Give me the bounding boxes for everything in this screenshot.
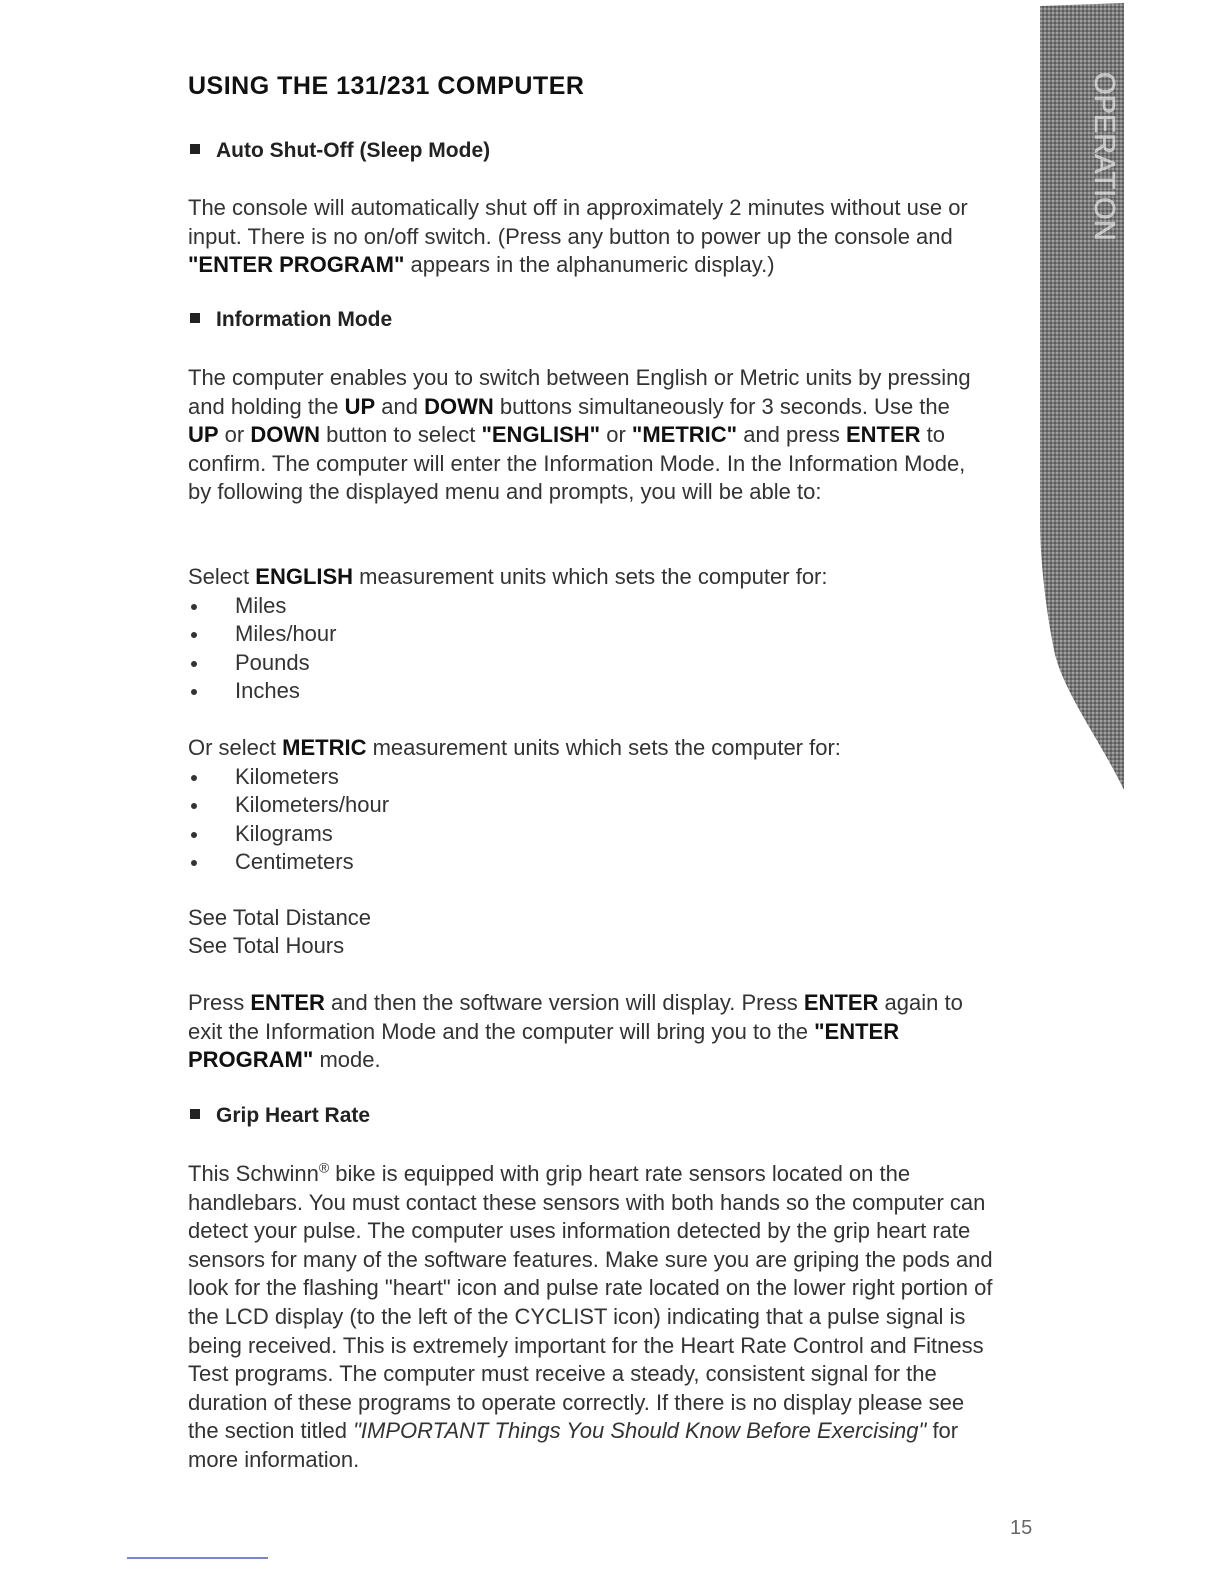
page-number: 15 (1010, 1517, 1033, 1539)
see-total-distance: See Total Distance (188, 905, 372, 930)
list-item: Kilograms (188, 820, 389, 848)
bullet-icon (191, 689, 197, 695)
auto-shutoff-paragraph: The console will automatically shut off in approximately 2 minutes without use or input. There is no on/off switch. (Press any button to power up the console and "ENTER PROGRAM" appears in the alphanumeric display.) (188, 195, 968, 278)
information-mode-paragraph: The computer enables you to switch between English or Metric units by pressing and holding the UP and DOWN buttons simultaneously for 3 seconds. Use the UP or DOWN button to select "ENGLISH" or "METRIC" and press ENTER to confirm. The computer will enter the Information Mode. In the Information Mode, by following the displayed menu and prompts, you will be able to: (188, 365, 971, 505)
square-bullet-icon (190, 1109, 200, 1119)
press-enter-paragraph: Press ENTER and then the software version will display. Press ENTER again to exit the Information Mode and the computer will bring you to the "ENTER PROGRAM" mode. (188, 990, 963, 1073)
bullet-icon (191, 803, 197, 809)
bullet-icon (191, 661, 197, 667)
english-units-list (188, 592, 336, 706)
bullet-icon (191, 604, 197, 610)
section-heading-auto-shutoff: Auto Shut-Off (Sleep Mode) (190, 139, 490, 163)
side-tab-label: OPERATION (1088, 72, 1120, 241)
bullet-icon (191, 775, 197, 781)
bullet-icon (191, 832, 197, 838)
list-item: Miles/hour (188, 620, 336, 648)
bullet-icon (191, 632, 197, 638)
see-total-hours: See Total Hours (188, 933, 345, 958)
list-item: Miles (188, 592, 336, 620)
page-title: USING THE 131/231 COMPUTER (188, 72, 585, 100)
list-item: Inches (188, 677, 336, 705)
grip-heart-rate-paragraph: This Schwinn® bike is equipped with grip heart rate sensors located on the handlebars. You must contact these sensors with both hands so the computer can detect your pulse. The computer uses information detected by the grip heart rate sensors for many of the software features. Make sure you are griping the pods and look for the flashing "heart" icon and pulse rate located on the lower right portion of the LCD display (to the left of the CYCLIST icon) indicating that a pulse signal is being received. This is extremely important for the Heart Rate Control and Fitness Test programs. The computer must receive a steady, consistent signal for the duration of these programs to operate correctly. If there is no display please see the section titled "IMPORTANT Things You Should Know Before Exercising" for more information. (188, 1159, 993, 1472)
list-item: Kilometers/hour (188, 791, 389, 819)
section-heading-information-mode: Information Mode (190, 308, 392, 332)
operation-side-tab (1040, 0, 1124, 790)
bullet-icon (191, 860, 197, 866)
list-item: Kilometers (188, 763, 389, 791)
metric-units-list (188, 763, 389, 877)
section-heading-grip-heart-rate: Grip Heart Rate (190, 1104, 370, 1128)
list-item: Centimeters (188, 848, 389, 876)
list-item: Pounds (188, 649, 336, 677)
square-bullet-icon (190, 144, 200, 154)
metric-units-intro: Or select METRIC measurement units which sets the computer for: (188, 735, 841, 760)
square-bullet-icon (190, 313, 200, 323)
footer-divider (127, 1557, 268, 1559)
english-units-intro: Select ENGLISH measurement units which sets the computer for: (188, 564, 828, 589)
